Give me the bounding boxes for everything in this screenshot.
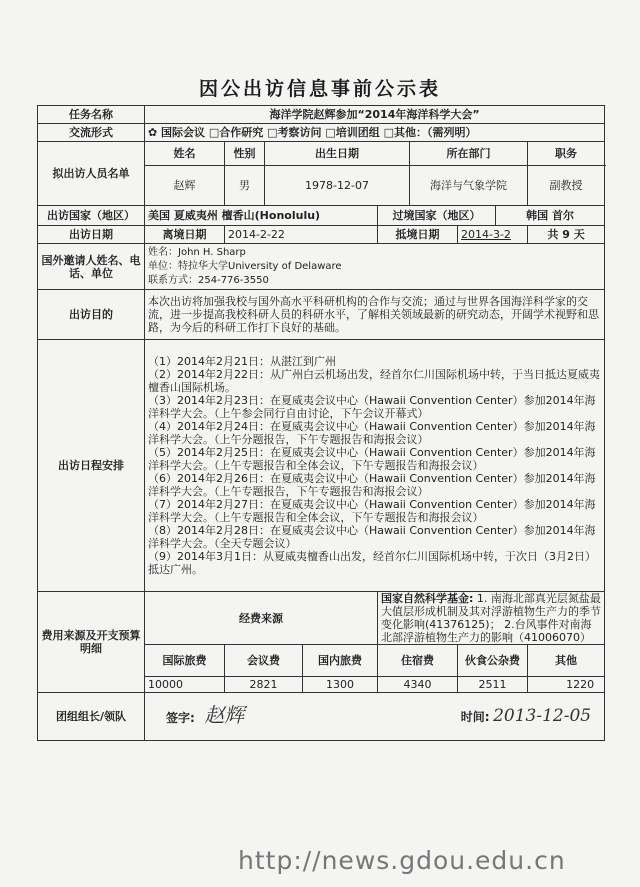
label-transit-country: 过境国家（地区）: [378, 206, 496, 226]
label-inviter: 国外邀请人姓名、电话、单位: [38, 244, 145, 290]
row-inviter: [38, 244, 605, 290]
row-dates: [38, 226, 605, 244]
option-cooperation: □合作研究: [208, 126, 264, 139]
schedule-item: （2）2014年2月22日：从广州白云机场出发，经首尔仁川国际机场中转，于当日抵达夏威夷檀香山国际机场。: [148, 368, 600, 394]
time-label: 时间:: [460, 709, 490, 724]
budget-header: 其他: [528, 645, 605, 677]
funding-detail: [378, 592, 605, 645]
budget-header: 国际旅费: [145, 645, 225, 677]
header-name: 姓名: [145, 142, 225, 166]
row-member-headers: [38, 142, 605, 166]
member-dept: 海洋与气象学院: [410, 166, 528, 206]
member-birth: 1978-12-07: [265, 166, 410, 206]
schedule-item: （6）2014年2月26日：在夏威夷会议中心（Hawaii Convention Center）参加2014年海洋科学大会。（上午专题报告，下午专题报告和海报会议）: [148, 472, 596, 498]
budget-header: 国内旅费: [303, 645, 378, 677]
member-gender: 男: [225, 166, 265, 206]
schedule-item: （4）2014年2月24日：在夏威夷会议中心（Hawaii Convention Center）参加2014年海洋科学大会。（上午分题报告，下午专题报告和海报会议）: [148, 420, 596, 446]
info-form-table: [37, 105, 605, 741]
inviter-phone: 联系方式：254-776-3550: [148, 274, 269, 286]
fund-text: 1. 南海北部真光层氮盐最大值层形成机制及其对浮游植物生产力的季节变化影响(41376125)； 2.台风事件对南海北部浮游植物生产力的影响（41006070）: [381, 592, 601, 644]
schedule-item: （8）2014年2月28日：在夏威夷会议中心（Hawaii Convention Center）参加2014年海洋科学大会。（全天专题会议）: [148, 524, 596, 550]
header-title: 职务: [528, 142, 605, 166]
schedule-list: [145, 340, 605, 592]
signature: 赵辉: [204, 702, 245, 727]
label-funding: 费用来源及开支预算明细: [38, 592, 145, 693]
purpose-text: 本次出访将加强我校与国外高水平科研机构的合作与交流；通过与世界各国海洋科学家的交流，进一步提高我校科研人员的科研水平，了解相关领域最新的研究动态，开阔学术视野和思路，为今后的科研工作打下良好的基础。: [145, 290, 605, 340]
budget-header: 住宿费: [378, 645, 458, 677]
funding-source-label: 经费来源: [145, 592, 378, 645]
schedule-item: （9）2014年3月1日：从夏威夷檀香山出发，经首尔仁川国际机场中转，于次日（3月2日）抵达广州。: [148, 550, 596, 576]
schedule-item: （3）2014年2月23日：在夏威夷会议中心（Hawaii Convention Center）参加2014年海洋科学大会。（上午参会同行自由讨论，下午会议开幕式）: [148, 394, 596, 420]
label-task-name: 任务名称: [38, 106, 145, 124]
label-leader: 团组组长/领队: [38, 693, 145, 741]
label-depart: 离境日期: [145, 226, 225, 244]
row-purpose: [38, 290, 605, 340]
row-countries: [38, 206, 605, 226]
dest-country-value: 美国 夏威夷州 檀香山(Honolulu): [145, 206, 378, 226]
budget-value: 2821: [225, 677, 303, 693]
depart-date-value: 2014-2-22: [225, 226, 378, 244]
row-task-name: [38, 106, 605, 124]
budget-value: 2511: [458, 677, 528, 693]
budget-value: 1220: [528, 677, 605, 693]
option-intl-conference: ✿ 国际会议: [148, 126, 206, 139]
transit-country-value: 韩国 首尔: [496, 206, 605, 226]
option-other: □其他：（需列明）: [383, 126, 477, 139]
inviter-info: [145, 244, 605, 290]
label-members: 拟出访人员名单: [38, 142, 145, 206]
row-leader: [38, 693, 605, 741]
member-title: 副教授: [528, 166, 605, 206]
total-days: 共 9 天: [528, 226, 605, 244]
sign-label: 签字:: [166, 710, 195, 725]
label-schedule: 出访日程安排: [38, 340, 145, 592]
header-dept: 所在部门: [410, 142, 528, 166]
footer-url: http://news.gdou.edu.cn: [238, 846, 566, 875]
inviter-name: 姓名：John H. Sharp: [148, 246, 246, 258]
budget-header: 会议费: [225, 645, 303, 677]
label-dates: 出访日期: [38, 226, 145, 244]
row-schedule: [38, 340, 605, 592]
header-gender: 性别: [225, 142, 265, 166]
schedule-item: （1）2014年2月21日：从湛江到广州: [148, 355, 336, 368]
row-funding-source: [38, 592, 605, 645]
fund-title: 国家自然科学基金:: [381, 592, 474, 605]
sign-time: 2013-12-05: [493, 705, 592, 726]
label-exchange-form: 交流形式: [38, 124, 145, 142]
schedule-item: （7）2014年2月27日：在夏威夷会议中心（Hawaii Convention Center）参加2014年海洋科学大会。（上午专题报告和全体会议，下午专题报告和海报会议）: [148, 498, 596, 524]
task-name-value: 海洋学院赵辉参加“2014年海洋科学大会”: [145, 106, 605, 124]
schedule-item: （5）2014年2月25日：在夏威夷会议中心（Hawaii Convention Center）参加2014年海洋科学大会。（上午专题报告和全体会议，下午专题报告和海报会议）: [148, 446, 596, 472]
budget-value: 10000: [145, 677, 225, 693]
label-purpose: 出访目的: [38, 290, 145, 340]
row-exchange-form: [38, 124, 605, 142]
inviter-unit: 单位：特拉华大学University of Delaware: [148, 260, 342, 272]
budget-value: 1300: [303, 677, 378, 693]
option-visit: □考察访问: [267, 126, 322, 139]
header-birth: 出生日期: [265, 142, 410, 166]
budget-value: 4340: [378, 677, 458, 693]
page-title: 因公出访信息事前公示表: [198, 78, 441, 100]
member-name: 赵辉: [145, 166, 225, 206]
label-arrive: 抵境日期: [378, 226, 458, 244]
arrive-date-value: 2014-3-2: [458, 226, 528, 244]
option-training: □培训团组: [325, 126, 380, 139]
label-dest-country: 出访国家（地区）: [38, 206, 145, 226]
budget-header: 伙食公杂费: [458, 645, 528, 677]
exchange-options: [145, 124, 605, 142]
leader-signature-cell: [145, 693, 605, 741]
